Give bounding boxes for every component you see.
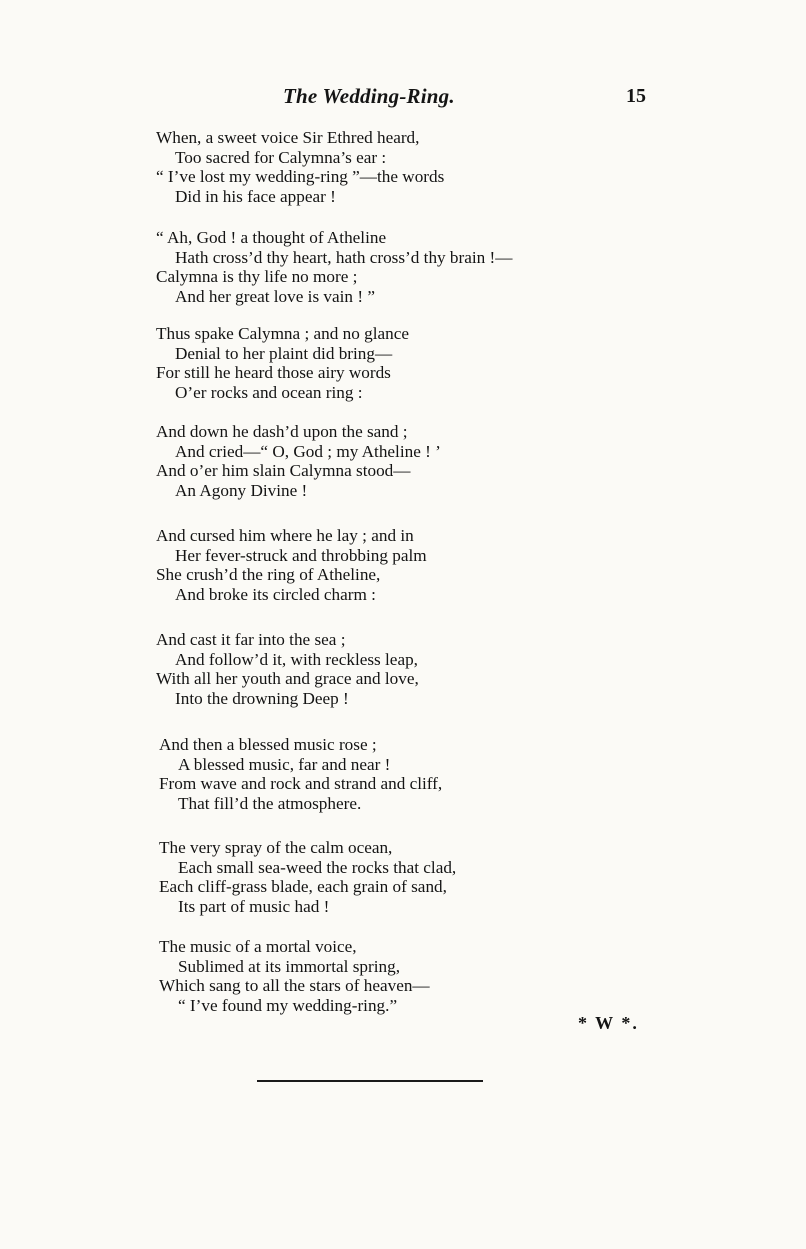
verse-line: The very spray of the calm ocean, bbox=[159, 838, 393, 857]
verse-line: Thus spake Calymna ; and no glance bbox=[156, 324, 409, 343]
stanza-8 bbox=[159, 838, 579, 916]
verse-line: A blessed music, far and near ! bbox=[178, 754, 391, 774]
verse-line: She crush’d the ring of Atheline, bbox=[156, 565, 381, 585]
verse-line: Each cliff-grass blade, each grain of sand, bbox=[159, 877, 447, 897]
stanza-4 bbox=[156, 422, 576, 500]
verse-line: Each small sea-weed the rocks that clad, bbox=[178, 857, 457, 877]
closing-rule bbox=[257, 1080, 483, 1082]
verse-line: Did in his face appear ! bbox=[175, 186, 336, 206]
page-header bbox=[0, 84, 806, 114]
verse-line: And down he dash’d upon the sand ; bbox=[156, 422, 408, 441]
verse-line: From wave and rock and strand and cliff, bbox=[159, 774, 443, 794]
verse-line: Calymna is thy life no more ; bbox=[156, 267, 358, 287]
verse-line: Which sang to all the stars of heaven— bbox=[159, 976, 430, 996]
verse-line: O’er rocks and ocean ring : bbox=[175, 382, 363, 402]
verse-line: And her great love is vain ! ” bbox=[175, 286, 375, 306]
stanza-6 bbox=[156, 630, 576, 708]
verse-line: Its part of music had ! bbox=[178, 896, 330, 916]
verse-line: And follow’d it, with reckless leap, bbox=[175, 649, 418, 669]
verse-line: Her fever-struck and throbbing palm bbox=[175, 545, 427, 565]
verse-line: Denial to her plaint did bring— bbox=[175, 343, 393, 363]
verse-line: “ I’ve lost my wedding-ring ”—the words bbox=[156, 167, 445, 187]
verse-line: When, a sweet voice Sir Ethred heard, bbox=[156, 128, 420, 147]
stanza-7 bbox=[159, 735, 579, 813]
stanza-2 bbox=[156, 228, 576, 306]
verse-line: Hath cross’d thy heart, hath cross’d thy brain !— bbox=[175, 247, 513, 267]
stanza-3 bbox=[156, 324, 576, 402]
verse-line: The music of a mortal voice, bbox=[159, 937, 357, 956]
verse-line: And then a blessed music rose ; bbox=[159, 735, 377, 754]
verse-line: “ Ah, God ! a thought of Atheline bbox=[156, 228, 387, 247]
verse-line: Too sacred for Calymna’s ear : bbox=[175, 147, 387, 167]
stanza-9 bbox=[159, 937, 579, 1015]
verse-line: For still he heard those airy words bbox=[156, 363, 391, 383]
verse-line: Into the drowning Deep ! bbox=[175, 688, 349, 708]
stanza-5 bbox=[156, 526, 576, 604]
verse-line: And cried—“ O, God ; my Atheline ! ’ bbox=[175, 441, 441, 461]
verse-line: And broke its circled charm : bbox=[175, 584, 376, 604]
verse-line: And cursed him where he lay ; and in bbox=[156, 526, 414, 545]
running-title: The Wedding-Ring. bbox=[283, 84, 455, 108]
verse-line: And o’er him slain Calymna stood— bbox=[156, 461, 411, 481]
verse-line: And cast it far into the sea ; bbox=[156, 630, 346, 649]
author-signature: * W *. bbox=[578, 1013, 639, 1033]
page-number: 15 bbox=[626, 85, 646, 107]
stanza-1 bbox=[156, 128, 576, 206]
verse-line: “ I’ve found my wedding-ring.” bbox=[178, 995, 398, 1015]
verse-line: With all her youth and grace and love, bbox=[156, 669, 419, 689]
verse-line: Sublimed at its immortal spring, bbox=[178, 956, 400, 976]
verse-line: An Agony Divine ! bbox=[175, 480, 308, 500]
verse-line: That fill’d the atmosphere. bbox=[178, 793, 362, 813]
